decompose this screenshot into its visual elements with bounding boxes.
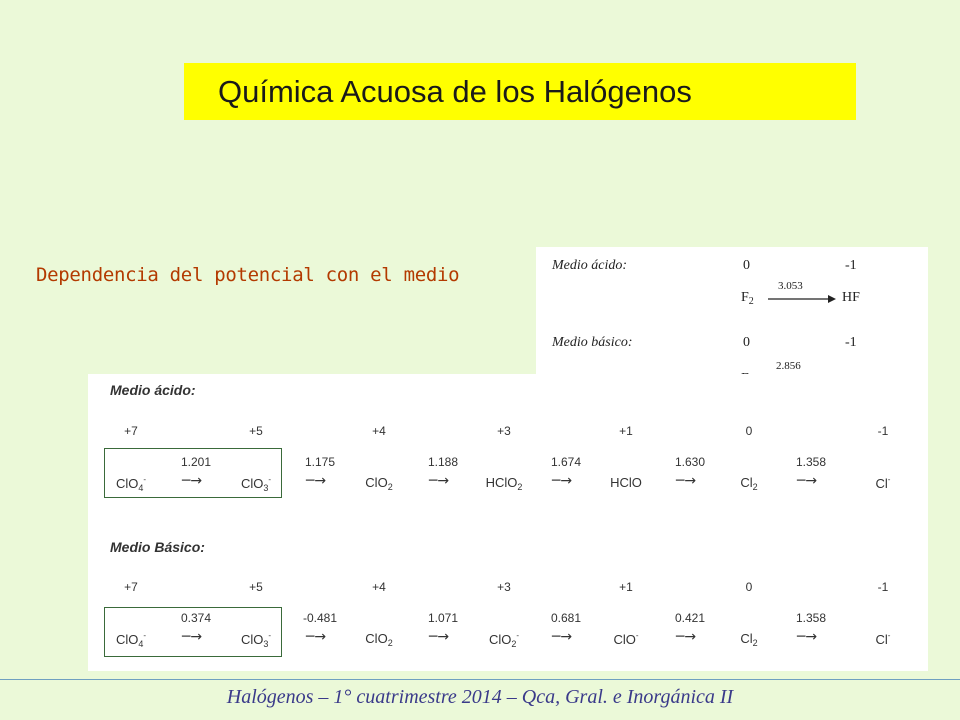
chlorine-acid-header: Medio ácido: <box>110 382 196 398</box>
basic-reduction-arrow-icon: ─→ <box>552 629 573 645</box>
acid-medium-label: Medio ácido: <box>552 258 628 273</box>
basic-ox-state: -1 <box>877 580 889 594</box>
basic-potential: 2.856 <box>776 360 801 372</box>
acid-ox-state: -1 <box>877 424 889 438</box>
basic-reduction-arrow-icon: ─→ <box>676 629 697 645</box>
basic-ox-state: +4 <box>372 580 386 594</box>
acid-reduction-arrow-icon: ─→ <box>306 473 327 489</box>
slide-footer: Halógenos – 1° cuatrimestre 2014 – Qca, Gral. e Inorgánica II <box>226 686 734 708</box>
basic-ox-left: 0 <box>743 335 750 350</box>
acid-ox-state: +7 <box>124 424 138 438</box>
acid-species: ClO$_3$- <box>240 475 272 493</box>
acid-reduction-arrow-icon: ─→ <box>797 473 818 489</box>
basic-reduction-arrow-icon: ─→ <box>182 629 203 645</box>
acid-potential-label: 1.630 <box>674 455 706 469</box>
basic-species: ClO$_2$- <box>488 631 520 649</box>
fluorine-latimer-panel <box>536 247 928 387</box>
acid-species-left: $F_2$ <box>741 290 754 307</box>
basic-potential-label: 0.681 <box>550 611 582 625</box>
chlorine-latimer-panel <box>88 374 928 671</box>
acid-arrow-icon <box>768 294 836 304</box>
acid-reduction-arrow-icon: ─→ <box>429 473 450 489</box>
acid-species: ClO$_2$ <box>365 475 393 492</box>
title-banner <box>184 63 856 120</box>
basic-ox-state: +3 <box>497 580 511 594</box>
acid-potential: 3.053 <box>778 280 803 292</box>
basic-ox-state: +5 <box>249 580 263 594</box>
acid-species: $Cl_2$ <box>740 475 758 492</box>
acid-ox-state: +3 <box>497 424 511 438</box>
acid-ox-state: +1 <box>619 424 633 438</box>
slide-subtitle: Dependencia del potencial con el medio <box>36 264 460 286</box>
acid-ox-state: +5 <box>249 424 263 438</box>
acid-ox-state: +4 <box>372 424 386 438</box>
basic-ox-right: -1 <box>845 335 857 350</box>
basic-medium-label: Medio básico: <box>552 335 633 350</box>
basic-species: Cl- <box>875 631 891 647</box>
acid-reduction-arrow-icon: ─→ <box>182 473 203 489</box>
basic-potential-label: 0.421 <box>674 611 706 625</box>
basic-potential-label: 1.071 <box>427 611 459 625</box>
basic-potential-label: 0.374 <box>180 611 212 625</box>
acid-ox-right: -1 <box>845 258 857 273</box>
acid-potential-label: 1.175 <box>304 455 336 469</box>
acid-species: HClO$_2$ <box>485 475 523 492</box>
acid-potential-label: 1.201 <box>180 455 212 469</box>
acid-reduction-arrow-icon: ─→ <box>552 473 573 489</box>
acid-species: Cl- <box>875 475 891 491</box>
basic-species: ClO$_3$- <box>240 631 272 649</box>
acid-potential-label: 1.188 <box>427 455 459 469</box>
basic-ox-state: +7 <box>124 580 138 594</box>
acid-potential-label: 1.674 <box>550 455 582 469</box>
basic-ox-state: 0 <box>745 580 753 594</box>
basic-species: ClO- <box>613 631 639 647</box>
basic-reduction-arrow-icon: ─→ <box>306 629 327 645</box>
acid-ox-state: 0 <box>745 424 753 438</box>
basic-reduction-arrow-icon: ─→ <box>797 629 818 645</box>
acid-species: HClO <box>610 475 642 490</box>
acid-species: ClO$_4$- <box>115 475 147 493</box>
basic-potential-label: -0.481 <box>302 611 338 625</box>
basic-species: $Cl_2$ <box>740 631 758 648</box>
basic-species: ClO$_4$- <box>115 631 147 649</box>
basic-species: ClO$_2$ <box>365 631 393 648</box>
basic-ox-state: +1 <box>619 580 633 594</box>
chlorine-basic-header: Medio Básico: <box>110 539 205 555</box>
basic-potential-label: 1.358 <box>795 611 827 625</box>
acid-potential-label: 1.358 <box>795 455 827 469</box>
basic-reduction-arrow-icon: ─→ <box>429 629 450 645</box>
acid-ox-left: 0 <box>743 258 750 273</box>
footer-divider <box>0 679 960 680</box>
acid-reduction-arrow-icon: ─→ <box>676 473 697 489</box>
slide-title: Química Acuosa de los Halógenos <box>218 74 692 109</box>
acid-species-right: HF <box>842 290 860 305</box>
